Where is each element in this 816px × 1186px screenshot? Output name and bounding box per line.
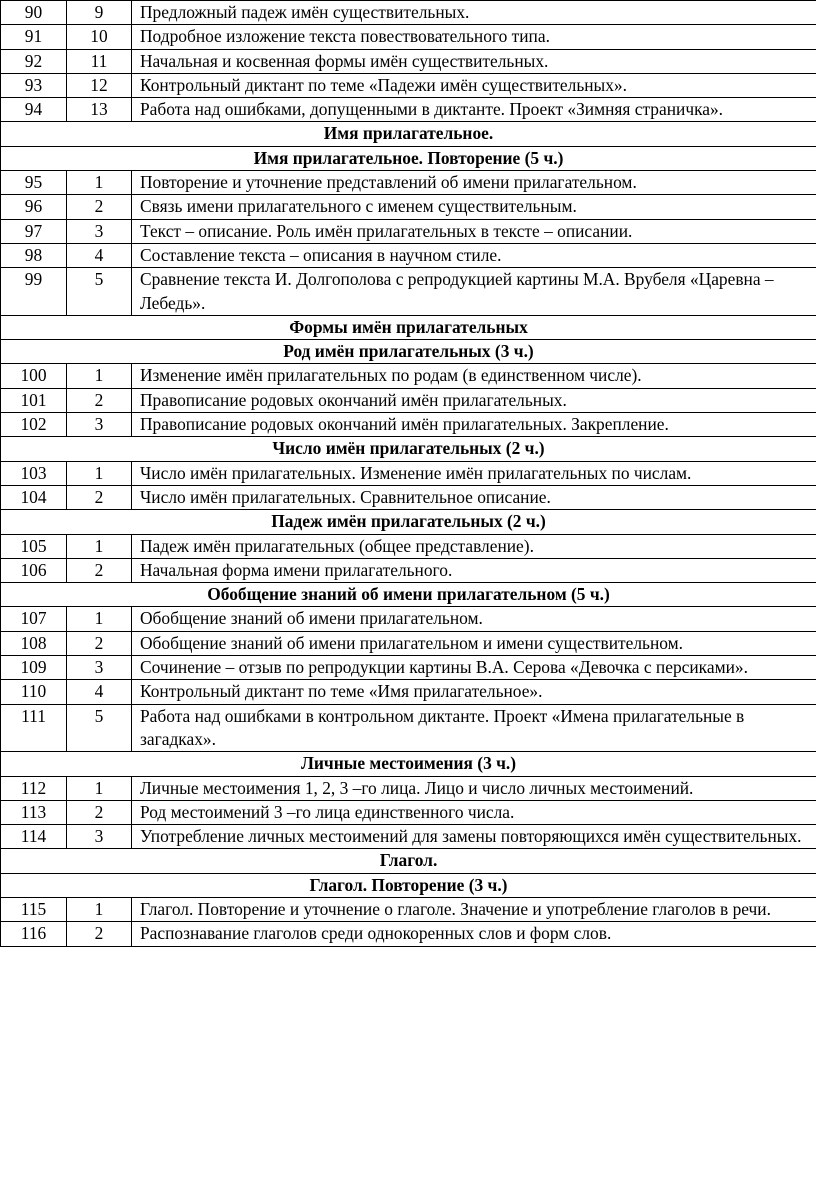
- lesson-row: [1, 1, 816, 25]
- section-title: Имя прилагательное. Повторение (5 ч.): [1, 146, 816, 170]
- lesson-sub-number: 12: [67, 73, 132, 97]
- lesson-row: [1, 25, 816, 49]
- lesson-number: 92: [1, 49, 67, 73]
- section-header-row: [1, 583, 816, 607]
- lesson-row: [1, 534, 816, 558]
- section-header-row: [1, 122, 816, 146]
- lesson-row: [1, 388, 816, 412]
- lesson-number: 94: [1, 98, 67, 122]
- lesson-number: 113: [1, 800, 67, 824]
- section-header-row: [1, 315, 816, 339]
- lesson-topic: Контрольный диктант по теме «Падежи имён существительных».: [132, 73, 816, 97]
- lesson-topic: Изменение имён прилагательных по родам (в единственном числе).: [132, 364, 816, 388]
- lesson-row: [1, 800, 816, 824]
- lesson-topic: Текст – описание. Роль имён прилагательных в тексте – описании.: [132, 219, 816, 243]
- lesson-row: [1, 607, 816, 631]
- lesson-topic: Работа над ошибками, допущенными в диктанте. Проект «Зимняя страничка».: [132, 98, 816, 122]
- lesson-sub-number: 1: [67, 897, 132, 921]
- lesson-topic: Глагол. Повторение и уточнение о глаголе. Значение и употребление глаголов в речи.: [132, 897, 816, 921]
- lesson-number: 97: [1, 219, 67, 243]
- lesson-sub-number: 1: [67, 607, 132, 631]
- lesson-topic: Падеж имён прилагательных (общее представление).: [132, 534, 816, 558]
- lesson-row: [1, 558, 816, 582]
- lesson-number: 116: [1, 922, 67, 946]
- section-header-row: [1, 510, 816, 534]
- section-title: Личные местоимения (3 ч.): [1, 752, 816, 776]
- section-title: Число имён прилагательных (2 ч.): [1, 437, 816, 461]
- lesson-topic: Связь имени прилагательного с именем существительным.: [132, 195, 816, 219]
- lesson-topic: Контрольный диктант по теме «Имя прилагательное».: [132, 680, 816, 704]
- lesson-number: 110: [1, 680, 67, 704]
- lesson-topic: Начальная форма имени прилагательного.: [132, 558, 816, 582]
- lesson-number: 90: [1, 1, 67, 25]
- lesson-number: 108: [1, 631, 67, 655]
- lesson-topic: Составление текста – описания в научном стиле.: [132, 243, 816, 267]
- lesson-topic: Правописание родовых окончаний имён прилагательных. Закрепление.: [132, 413, 816, 437]
- lesson-topic: Сравнение текста И. Долгополова с репродукцией картины М.А. Врубеля «Царевна – Лебедь».: [132, 268, 816, 316]
- lesson-topic: Род местоимений 3 –го лица единственного числа.: [132, 800, 816, 824]
- lesson-row: [1, 897, 816, 921]
- lesson-sub-number: 9: [67, 1, 132, 25]
- lesson-sub-number: 13: [67, 98, 132, 122]
- lesson-row: [1, 825, 816, 849]
- lesson-number: 95: [1, 171, 67, 195]
- lesson-sub-number: 2: [67, 631, 132, 655]
- section-title: Имя прилагательное.: [1, 122, 816, 146]
- lesson-row: [1, 776, 816, 800]
- lesson-row: [1, 171, 816, 195]
- lesson-number: 106: [1, 558, 67, 582]
- lesson-row: [1, 680, 816, 704]
- lesson-number: 100: [1, 364, 67, 388]
- lesson-sub-number: 2: [67, 922, 132, 946]
- section-header-row: [1, 873, 816, 897]
- section-header-row: [1, 849, 816, 873]
- lesson-sub-number: 3: [67, 656, 132, 680]
- section-header-row: [1, 752, 816, 776]
- lesson-number: 107: [1, 607, 67, 631]
- lesson-sub-number: 11: [67, 49, 132, 73]
- lesson-topic: Повторение и уточнение представлений об имени прилагательном.: [132, 171, 816, 195]
- lesson-sub-number: 1: [67, 776, 132, 800]
- lesson-row: [1, 73, 816, 97]
- section-title: Род имён прилагательных (3 ч.): [1, 340, 816, 364]
- lesson-topic: Число имён прилагательных. Сравнительное описание.: [132, 485, 816, 509]
- lesson-topic: Обобщение знаний об имени прилагательном и имени существительном.: [132, 631, 816, 655]
- lesson-row: [1, 195, 816, 219]
- lesson-row: [1, 49, 816, 73]
- lesson-plan-body: [1, 1, 816, 947]
- lesson-sub-number: 3: [67, 219, 132, 243]
- lesson-sub-number: 2: [67, 388, 132, 412]
- lesson-topic: Начальная и косвенная формы имён существительных.: [132, 49, 816, 73]
- lesson-number: 99: [1, 268, 67, 316]
- section-header-row: [1, 437, 816, 461]
- section-title: Обобщение знаний об имени прилагательном (5 ч.): [1, 583, 816, 607]
- lesson-number: 111: [1, 704, 67, 752]
- lesson-sub-number: 5: [67, 704, 132, 752]
- lesson-topic: Работа над ошибками в контрольном диктанте. Проект «Имена прилагательные в загадках».: [132, 704, 816, 752]
- lesson-sub-number: 5: [67, 268, 132, 316]
- section-title: Глагол.: [1, 849, 816, 873]
- lesson-topic: Правописание родовых окончаний имён прилагательных.: [132, 388, 816, 412]
- lesson-number: 115: [1, 897, 67, 921]
- lesson-number: 104: [1, 485, 67, 509]
- lesson-sub-number: 2: [67, 800, 132, 824]
- lesson-sub-number: 2: [67, 558, 132, 582]
- lesson-row: [1, 704, 816, 752]
- lesson-number: 103: [1, 461, 67, 485]
- lesson-sub-number: 1: [67, 461, 132, 485]
- lesson-number: 96: [1, 195, 67, 219]
- lesson-number: 112: [1, 776, 67, 800]
- lesson-number: 109: [1, 656, 67, 680]
- lesson-row: [1, 268, 816, 316]
- lesson-row: [1, 922, 816, 946]
- lesson-sub-number: 2: [67, 195, 132, 219]
- lesson-topic: Обобщение знаний об имени прилагательном.: [132, 607, 816, 631]
- lesson-sub-number: 1: [67, 534, 132, 558]
- lesson-row: [1, 631, 816, 655]
- lesson-row: [1, 243, 816, 267]
- lesson-number: 114: [1, 825, 67, 849]
- lesson-number: 105: [1, 534, 67, 558]
- lesson-topic: Подробное изложение текста повествовательного типа.: [132, 25, 816, 49]
- lesson-sub-number: 1: [67, 171, 132, 195]
- lesson-sub-number: 4: [67, 243, 132, 267]
- section-title: Падеж имён прилагательных (2 ч.): [1, 510, 816, 534]
- lesson-row: [1, 656, 816, 680]
- lesson-sub-number: 3: [67, 825, 132, 849]
- lesson-row: [1, 219, 816, 243]
- lesson-topic: Число имён прилагательных. Изменение имён прилагательных по числам.: [132, 461, 816, 485]
- lesson-number: 98: [1, 243, 67, 267]
- lesson-number: 93: [1, 73, 67, 97]
- lesson-topic: Личные местоимения 1, 2, 3 –го лица. Лицо и число личных местоимений.: [132, 776, 816, 800]
- lesson-sub-number: 4: [67, 680, 132, 704]
- section-header-row: [1, 340, 816, 364]
- lesson-sub-number: 1: [67, 364, 132, 388]
- lesson-topic: Распознавание глаголов среди однокоренных слов и форм слов.: [132, 922, 816, 946]
- lesson-row: [1, 461, 816, 485]
- section-title: Глагол. Повторение (3 ч.): [1, 873, 816, 897]
- lesson-row: [1, 98, 816, 122]
- lesson-sub-number: 2: [67, 485, 132, 509]
- lesson-sub-number: 3: [67, 413, 132, 437]
- lesson-topic: Предложный падеж имён существительных.: [132, 1, 816, 25]
- lesson-row: [1, 413, 816, 437]
- lesson-topic: Сочинение – отзыв по репродукции картины В.А. Серова «Девочка с персиками».: [132, 656, 816, 680]
- lesson-sub-number: 10: [67, 25, 132, 49]
- section-header-row: [1, 146, 816, 170]
- lesson-row: [1, 485, 816, 509]
- lesson-row: [1, 364, 816, 388]
- section-title: Формы имён прилагательных: [1, 315, 816, 339]
- lesson-topic: Употребление личных местоимений для замены повторяющихся имён существительных.: [132, 825, 816, 849]
- lesson-number: 102: [1, 413, 67, 437]
- lesson-number: 101: [1, 388, 67, 412]
- lesson-number: 91: [1, 25, 67, 49]
